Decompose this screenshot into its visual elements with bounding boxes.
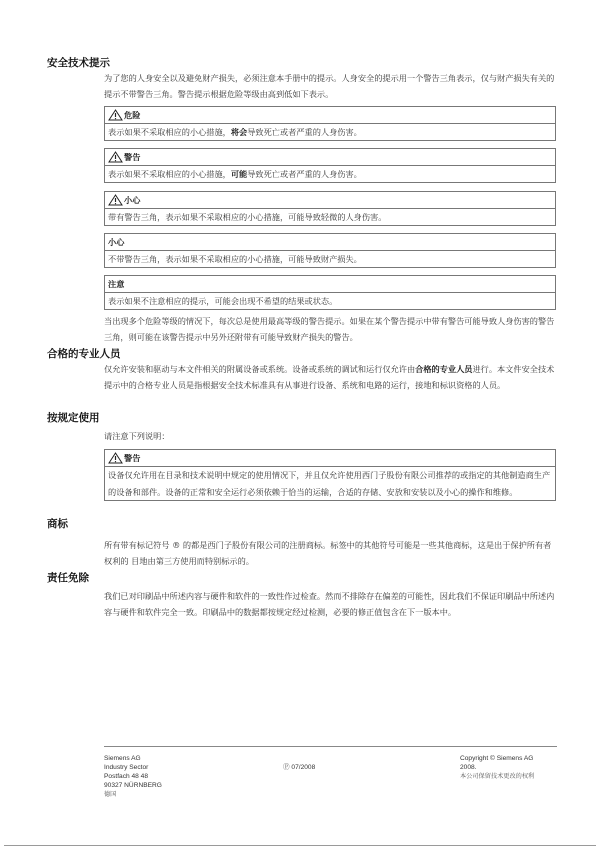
qualified-text-part: 进行。本文件安全技术提示中的合格专业人员是指根据安全技术标准具有从事进行设备、系统和电路的运行，接地和标识资格的人员。	[104, 364, 555, 390]
notice-text: 导致死亡或者严重的人身伤害。	[247, 127, 362, 137]
section-title-proper-use: 按规定使用	[47, 412, 100, 424]
safety-outro: 当出现多个危险等级的情况下，每次总是使用最高等级的警告提示。如果在某个警告提示中带有警告可能导致人身伤害的警告三角，则可能在该警告提示中另外还附带有可能导致财产损失的警告。	[104, 316, 555, 342]
address-line: Industry Sector	[104, 764, 149, 771]
notice-body: 表示如果不注意相应的提示，可能会出现不希望的结果或状态。	[108, 296, 338, 306]
notice-header	[105, 234, 555, 251]
notice-label: 小心	[124, 195, 141, 205]
warning-triangle-icon	[108, 452, 123, 464]
qualified-text	[104, 361, 558, 393]
notice-header	[105, 450, 555, 467]
qualified-text-part: 仅允许安装和驱动与本文件相关的附属设备或系统。设备或系统的调试和运行仅允许由	[104, 364, 416, 374]
notice-header	[105, 149, 555, 166]
safety-intro: 为了您的人身安全以及避免财产损失，必须注意本手册中的提示。人身安全的提示用一个警告三角表示，仅与财产损失有关的提示不带警告三角。警告提示根据危险等级由高到低如下表示。	[104, 73, 555, 99]
copyright-line: 本公司保留技术更改的权利	[460, 773, 535, 780]
proper-use-intro: 请注意下列说明：	[104, 431, 170, 441]
notice-caution-triangle	[104, 191, 556, 226]
warning-triangle-icon	[108, 151, 123, 163]
warning-triangle-icon	[108, 109, 123, 121]
section-title-qualified: 合格的专业人员	[47, 348, 121, 360]
section-title-disclaimer: 责任免除	[47, 572, 89, 584]
notice-emphasis: 将会	[230, 127, 248, 137]
disclaimer-text: 我们已对印刷品中所述内容与硬件和软件的一致性作过检查。然而不排除存在偏差的可能性，因此我们不保证印刷品中所述内容与硬件和软件完全一致。印刷品中的数据都按规定经过检测，必要的修正值包含在下一版本中。	[104, 591, 555, 617]
notice-label: 警告	[124, 152, 141, 162]
notice-text: 表示如果不采取相应的小心措施，	[108, 169, 231, 179]
notice-body	[105, 124, 555, 140]
notice-header	[105, 192, 555, 209]
footer-divider	[104, 746, 557, 747]
notice-note	[104, 275, 556, 310]
notice-body	[105, 166, 555, 182]
notice-emphasis: 可能	[230, 169, 248, 179]
copyright-line: Copyright © Siemens AG	[460, 755, 534, 762]
notice-body: 设备仅允许用在目录和技术说明中规定的使用情况下，并且仅允许使用西门子股份有限公司推荐的或指定的其他制造商生产的设备和部件。设备的正常和安全运行必须依赖于恰当的运输，合适的存储、安放和安装以及小心的操作和维修。	[108, 470, 551, 497]
notice-warning	[104, 148, 556, 183]
notice-caution	[104, 233, 556, 268]
address-line: 90327 NÜRNBERG	[104, 782, 162, 789]
address-line: Siemens AG	[104, 755, 141, 762]
notice-label: 警告	[124, 453, 141, 463]
notice-header	[105, 107, 555, 124]
notice-text: 导致死亡或者严重的人身伤害。	[247, 169, 362, 179]
address-line: 德国	[104, 791, 117, 798]
trademarks-text: 所有带有标记符号 ® 的都是西门子股份有限公司的注册商标。标签中的其他符号可能是一些其他商标，这是出于保护所有者权利的 目地由第三方使用而特别标示的。	[104, 540, 552, 566]
warning-triangle-icon	[108, 194, 123, 206]
section-title-trademarks: 商标	[47, 518, 68, 530]
notice-label: 注意	[108, 279, 125, 289]
notice-proper-use-warning	[104, 449, 556, 501]
page-bottom-edge	[4, 845, 596, 846]
footer-edition: Ⓟ 07/2008	[283, 764, 316, 771]
notice-label: 危险	[124, 110, 141, 120]
notice-danger	[104, 106, 556, 141]
notice-text: 表示如果不采取相应的小心措施，	[108, 127, 231, 137]
notice-body: 带有警告三角，表示如果不采取相应的小心措施，可能导致轻微的人身伤害。	[108, 212, 387, 222]
copyright-line: 2008.	[460, 764, 477, 771]
footer-address	[104, 754, 162, 799]
footer-copyright	[460, 754, 534, 781]
qualified-emphasis: 合格的专业人员	[415, 364, 473, 374]
notice-label: 小心	[108, 237, 125, 247]
address-line: Postfach 48 48	[104, 773, 148, 780]
section-title-safety: 安全技术提示	[47, 57, 110, 69]
notice-header	[105, 276, 555, 293]
notice-body: 不带警告三角，表示如果不采取相应的小心措施，可能导致财产损失。	[108, 254, 362, 264]
